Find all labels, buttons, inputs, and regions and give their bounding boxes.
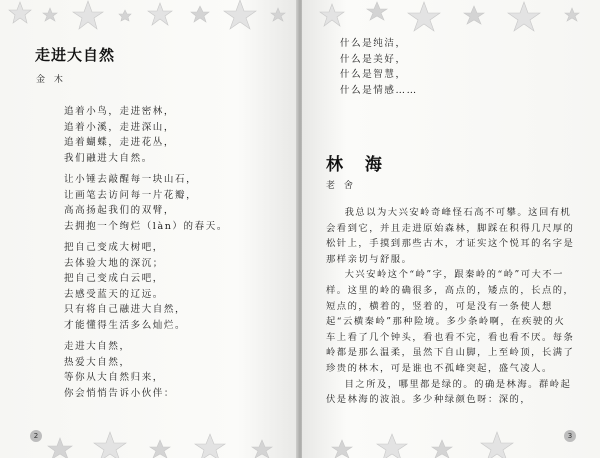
poem-line: 走进大自然， bbox=[64, 341, 131, 352]
poem-line: 让小锤去敲醒每一块山石， bbox=[64, 174, 198, 185]
poem-line: 高高扬起我们的双臂， bbox=[64, 205, 176, 216]
poem-line: 去感受蓝天的辽远。 bbox=[64, 288, 164, 300]
poem-line: 你会悄悄告诉小伙伴： bbox=[64, 387, 176, 399]
star-border-top-icon bbox=[302, 0, 600, 40]
poem-line: 追着小溪，走进深山， bbox=[64, 121, 176, 133]
poem-line: 才能懂得生活多么灿烂。 bbox=[64, 319, 187, 331]
essay-paragraph: 我总以为大兴安岭奇峰怪石高不可攀。这回有机会看到它，并且走进原始森林，脚踩在积得几尺厚的松针上，手摸到那些古木，才证实这个悦耳的名字是那样亲切与舒服。 bbox=[326, 207, 575, 265]
right-page bbox=[302, 0, 600, 458]
poem-stanza bbox=[64, 240, 228, 333]
poem-line: 什么是美好， bbox=[340, 53, 407, 65]
star-border-bottom-icon bbox=[0, 418, 298, 458]
poem-line: 什么是纯洁， bbox=[340, 38, 407, 49]
poem-stanza bbox=[64, 339, 228, 401]
poem-line: 追着小鸟，走进密林， bbox=[64, 106, 176, 117]
essay-body bbox=[326, 205, 576, 408]
poem-line: 什么是情感…… bbox=[340, 84, 418, 96]
star-border-bottom-icon bbox=[302, 418, 600, 458]
poem-line: 追着蝴蝶，走进花丛， bbox=[64, 137, 176, 148]
poem-line: 去拥抱一个绚烂（làn）的春天。 bbox=[64, 220, 228, 232]
poem-line: 把自己变成大树吧， bbox=[64, 242, 164, 253]
essay-author: 老 舍 bbox=[326, 181, 356, 191]
poem-line: 等你从大自然归来， bbox=[64, 372, 164, 383]
essay-paragraph: 大兴安岭这个“岭”字，跟秦岭的“岭”可大不一样。这里的岭的确很多，高点的，矮点的，长点的，短点的，横着的，竖着的，可是没有一条使人想起“云横秦岭”那种险境。多少条岭啊，在疾驶的火车上看了几个钟头，看也看不完，看也看不厌。每条岭都是那么温柔，虽然下自山脚，上至岭顶，长满了珍贵的林木，可是谁也不孤峰突起，盛气凌人。 bbox=[326, 269, 575, 374]
poem-author: 金 木 bbox=[36, 75, 66, 85]
star-border-top-icon bbox=[0, 0, 298, 40]
poem-body bbox=[64, 104, 228, 407]
poem-line: 什么是智慧， bbox=[340, 69, 407, 80]
poem-stanza bbox=[64, 104, 228, 166]
poem-title: 走进大自然 bbox=[35, 46, 116, 64]
poem-continuation bbox=[340, 36, 418, 98]
poem-line: 热爱大自然， bbox=[64, 356, 131, 368]
poem-line: 让画笔去访问每一片花瓣， bbox=[64, 189, 198, 201]
poem-stanza bbox=[64, 172, 228, 234]
poem-line: 只有将自己融进大自然， bbox=[64, 304, 187, 315]
left-page bbox=[0, 0, 298, 458]
page-number: 2 bbox=[30, 430, 42, 442]
poem-line: 我们融进大自然。 bbox=[64, 152, 153, 164]
page-number: 3 bbox=[564, 430, 576, 442]
poem-line: 去体验大地的深沉； bbox=[64, 257, 164, 269]
essay-paragraph: 目之所及，哪里都是绿的。的确是林海。群岭起伏是林海的波浪。多少种绿颜色呀：深的， bbox=[326, 378, 572, 406]
poem-line: 把自己变成白云吧， bbox=[64, 273, 164, 284]
essay-title: 林 海 bbox=[326, 155, 390, 175]
